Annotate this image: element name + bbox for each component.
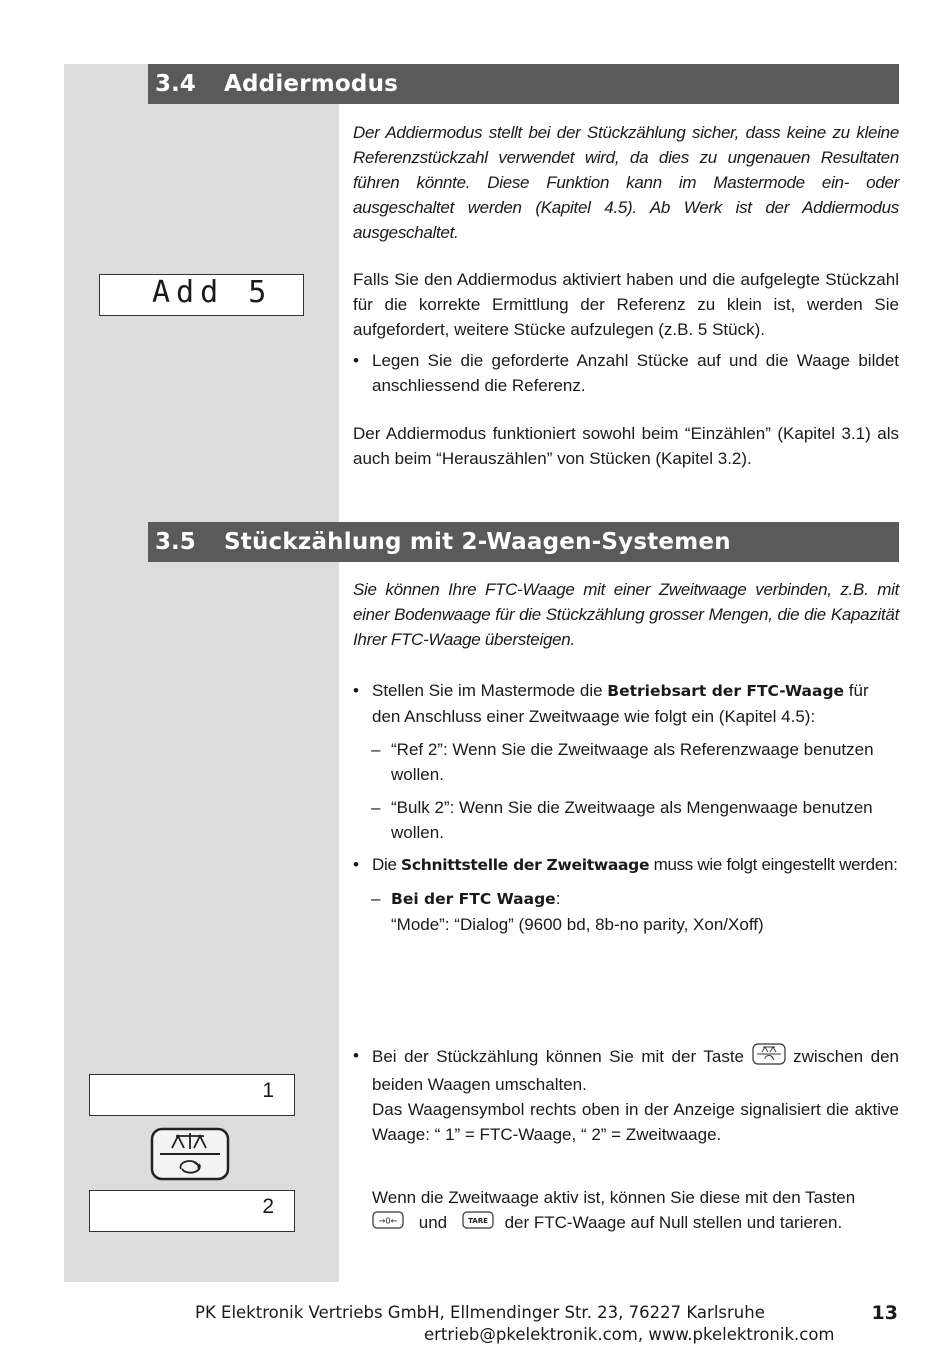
display-number: 2	[262, 1195, 274, 1218]
dash-text: :	[555, 889, 561, 908]
bullet-item	[353, 678, 899, 729]
paragraph-text: der FTC-Waage auf Null stellen und tarieren.	[504, 1213, 843, 1232]
section-title: Addiermodus	[224, 71, 399, 97]
section-intro: Der Addiermodus stellt bei der Stückzählung sicher, dass keine zu kleine Referenzstückzahl verwendet wird, da dies zu ungenauen Resultaten führen könnte. Diese Funktion kann im Mastermode ein- oder ausgeschaltet werden (Kapitel 4.5). Ab Werk ist der Addiermodus ausgeschaltet.	[353, 123, 899, 242]
dash-item	[353, 737, 899, 787]
footer-address: PK Elektronik Vertriebs GmbH, Ellmendinger Str. 23, 76227 Karlsruhe	[195, 1303, 765, 1322]
tare-key-icon	[462, 1211, 494, 1236]
dash-symbol: –	[371, 740, 381, 759]
footer-contact: ertrieb@pkelektronik.com, www.pkelektronik.com	[424, 1325, 835, 1344]
dash-text: “Bulk 2”: Wenn Sie die Zweitwaage als Mengenwaage benutzen wollen.	[391, 798, 873, 842]
bullet-item	[353, 1043, 899, 1147]
paragraph: Falls Sie den Addiermodus aktiviert haben und die aufgelegte Stückzahl für die korrekte Ermittlung der Referenz zu klein ist, werden Sie aufgefordert, weitere Stücke aufzulegen (z.B. 5 Stück).	[353, 270, 899, 339]
paragraph: Der Addiermodus funktioniert sowohl beim “Einzählen” (Kapitel 3.1) als auch beim “Herauszählen” von Stücken (Kapitel 3.2).	[353, 424, 899, 468]
section-3-4-body	[353, 120, 899, 471]
paragraph-text: Wenn die Zweitwaage aktiv ist, können Sie diese mit den Tasten	[372, 1188, 856, 1207]
section-intro: Sie können Ihre FTC-Waage mit einer Zweitwaage verbinden, z.B. mit einer Bodenwaage für die Stückzählung grosser Mengen, die die Kapazität Ihrer FTC-Waage übersteigen.	[353, 580, 899, 649]
display-number: 1	[262, 1079, 274, 1102]
section-header-3-4	[148, 64, 899, 104]
bullet-item	[353, 348, 899, 398]
dash-item	[353, 886, 899, 937]
paragraph	[353, 1185, 899, 1236]
bullet-text: muss wie folgt eingestellt werden:	[649, 855, 898, 874]
scale-switch-key-icon	[752, 1043, 786, 1072]
section-number: 3.5	[155, 529, 196, 555]
scale-display-add	[99, 274, 304, 316]
dash-text: “Ref 2”: Wenn Sie die Zweitwaage als Referenzwaage benutzen wollen.	[391, 740, 874, 784]
bold-term: Betriebsart der FTC-Waage	[607, 682, 845, 700]
bullet-text: Bei der Stückzählung können Sie mit der Taste	[372, 1046, 745, 1066]
scale-display-2	[89, 1190, 295, 1232]
bullet-text: Das Waagensymbol rechts oben in der Anzeige signalisiert die aktive Waage: “ 1” = FTC-Waage, “ 2” = Zweitwaage.	[372, 1100, 899, 1144]
display-text: Add 5	[152, 275, 273, 310]
section-3-5-body	[353, 577, 899, 937]
bold-term: Schnittstelle der Zweitwaage	[401, 856, 650, 874]
bullet-text: Stellen Sie im Mastermode die	[372, 681, 608, 700]
bullet-text: Legen Sie die geforderte Anzahl Stücke auf und die Waage bildet anschliessend die Referenz.	[372, 351, 899, 395]
bullet-text: Die	[372, 855, 402, 874]
scale-display-1	[89, 1074, 295, 1116]
page-number: 13	[871, 1302, 898, 1324]
section-3-5-body-lower	[353, 1043, 899, 1236]
bold-term: Bei der FTC Waage	[391, 890, 556, 908]
bullet-text: für den Anschluss einer Zweitwaage wie folgt ein (Kapitel 4.5):	[372, 681, 869, 726]
section-title: Stückzählung mit 2-Waagen-Systemen	[224, 529, 731, 555]
dash-symbol: –	[371, 798, 381, 817]
tare-key-label: TARE	[467, 1217, 488, 1226]
zero-key-icon	[372, 1211, 404, 1236]
dash-item	[353, 795, 899, 845]
dash-symbol: –	[371, 889, 381, 908]
zero-key-label: →0←	[378, 1216, 398, 1226]
bullet-text: zwischen den beiden Waagen umschalten.	[372, 1046, 899, 1094]
scale-switch-key-large-icon	[150, 1127, 230, 1186]
section-number: 3.4	[155, 71, 196, 97]
dash-text: “Mode”: “Dialog” (9600 bd, 8b-no parity, Xon/Xoff)	[391, 915, 764, 934]
bullet-item	[353, 852, 899, 878]
paragraph-text: und	[418, 1213, 448, 1232]
section-header-3-5	[148, 522, 899, 562]
